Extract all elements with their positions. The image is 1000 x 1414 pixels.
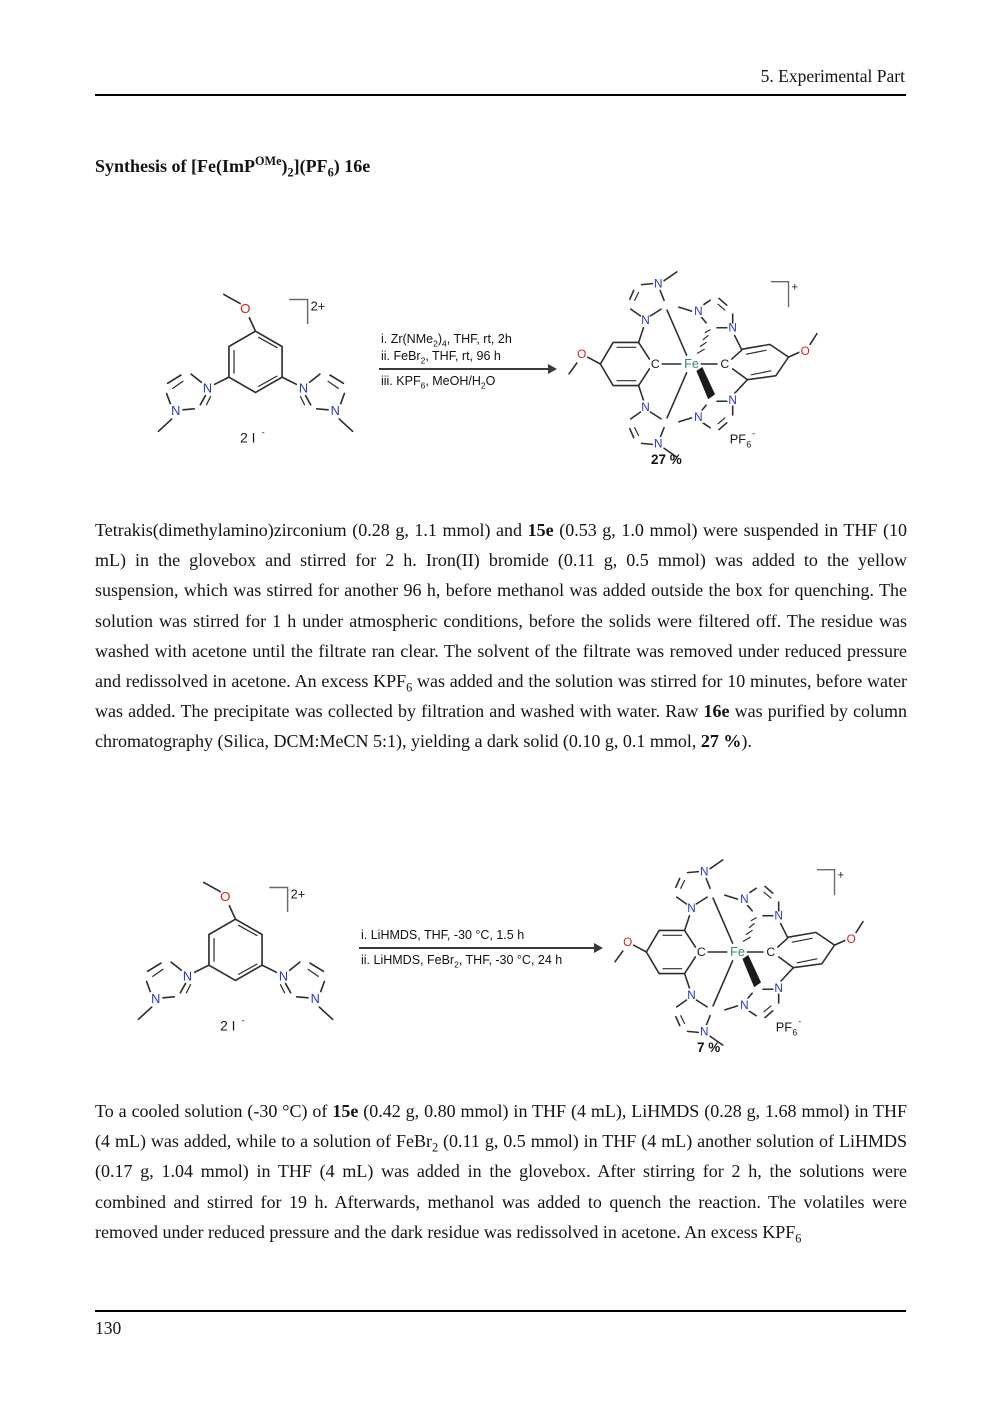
- product-structure: [565, 266, 820, 462]
- reaction-scheme-1: [138, 266, 820, 472]
- reactant-structure: [138, 285, 373, 454]
- reaction-scheme-2: [118, 854, 866, 1060]
- running-header: 5. Experimental Part: [760, 66, 905, 86]
- product-structure: [611, 854, 866, 1050]
- footer-rule: [95, 1310, 906, 1312]
- condition-line: ii. LiHMDS, FeBr$_2$, THF, -30 °C, 24 h: [361, 953, 563, 970]
- yield-label: 27 %: [651, 452, 682, 467]
- header-rule: [95, 94, 906, 96]
- condition-line: i. $Zr(NMe_2)_4$, THF, rt, 2h: [381, 331, 512, 348]
- condition-line: i. LiHMDS, THF, -30 °C, 1.5 h: [361, 928, 525, 942]
- procedure-paragraph-1: Tetrakis(dimethylamino)zirconium (0.28 g, 1.1 mmol) and 15e (0.53 g, 1.0 mmol) were suspended in THF (10 mL) in the glovebox and stirred for 2 h. Iron(II) bromide (0.11 g, 0.5 mmol) was added to the yellow suspension, which was stirred for another 96 h, before methanol was added outside the box for quenching. The solution was stirred for 1 h under atmospheric conditions, before the solids were filtered off. The residue was washed with acetone until the filtrate ran clear. The solvent of the filtrate was removed under reduced pressure and redissolved in acetone. An excess $KPF_6$ was added and the solution was stirred for 10 minutes, before water was added. The precipitate was collected by filtration and washed with water. Raw 16e was purified by column chromatography (Silica, DCM:MeCN 5:1), yielding a dark solid (0.10 g, 0.1 mmol, 27 %).: [95, 520, 908, 752]
- section-heading: Synthesis of $[Fe(ImP^{OMe})_2](PF_6)$ 16e: [95, 153, 371, 180]
- product-block: [565, 266, 820, 472]
- reaction-arrow: [379, 368, 555, 370]
- reaction-arrow: [359, 947, 601, 949]
- condition-line: ii. FeBr$_2$, THF, rt, 96 h: [381, 348, 501, 365]
- reaction-conditions-1: [379, 331, 555, 390]
- reaction-conditions-2: [359, 927, 601, 969]
- condition-line: iii. $KPF_6$, MeOH/$H_2O$: [381, 373, 496, 390]
- yield-label: 7 %: [697, 1040, 721, 1055]
- page-number: 130: [95, 1318, 122, 1338]
- reactant-structure: [118, 873, 353, 1042]
- product-block: [611, 854, 866, 1060]
- procedure-paragraph-2: To a cooled solution (-30 °C) of 15e (0.42 g, 0.80 mmol) in THF (4 mL), LiHMDS (0.28 g, 1.68 mmol) in THF (4 mL) was added, while to a solution of FeBr$_2$ (0.11 g, 0.5 mmol) in THF (4 mL) another solution of LiHMDS (0.17 g, 1.04 mmol) in THF (4 mL) was added in the glovebox. After stirring for 2 h, the solutions were combined and stirred for 19 h. Afterwards, methanol was added to quench the reaction. The volatiles were removed under reduced pressure and the dark residue was redissolved in acetone. An excess $KPF_6$: [95, 1101, 907, 1246]
